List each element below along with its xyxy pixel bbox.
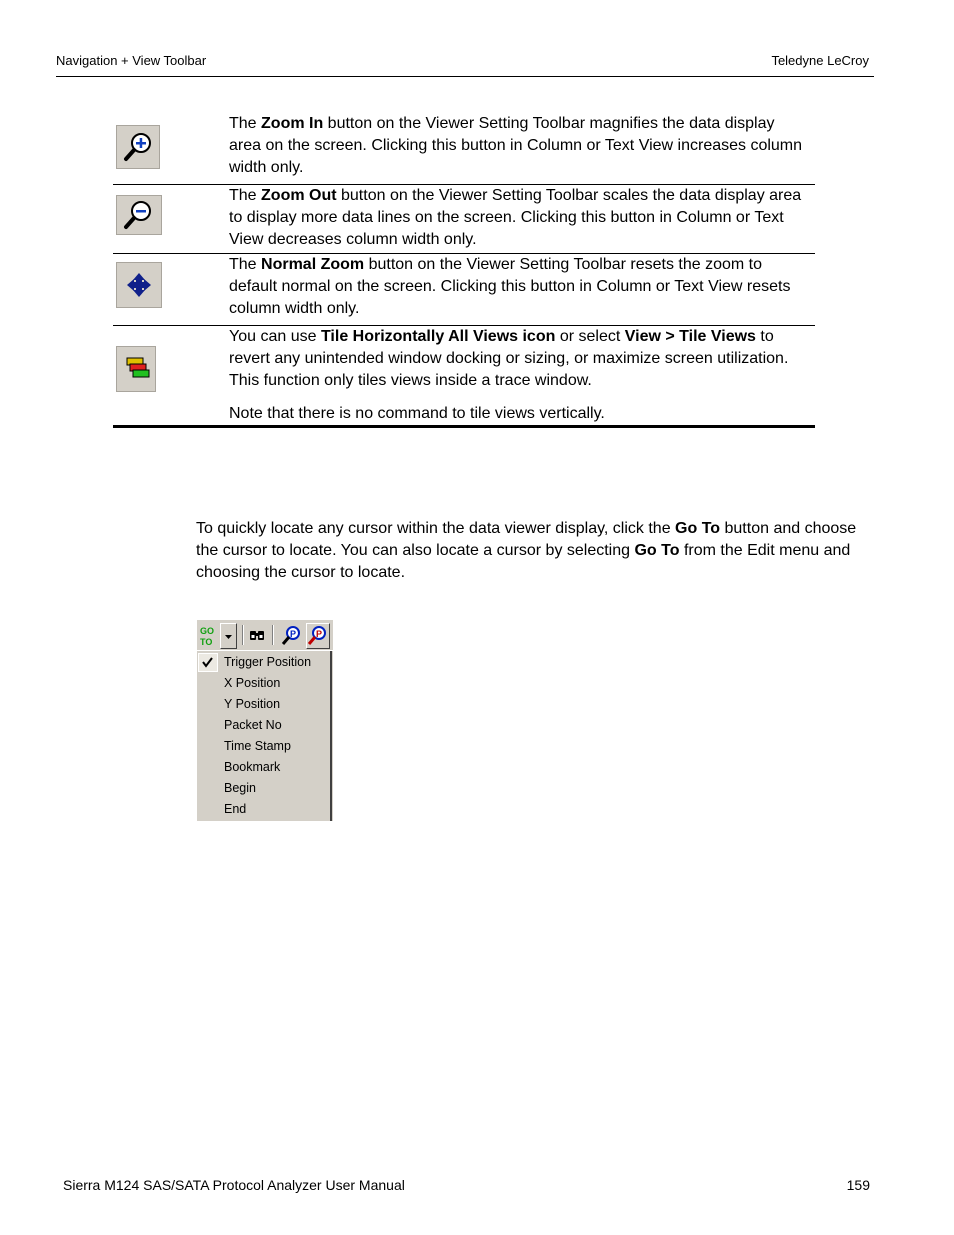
menu-item-x-position[interactable]: X Position bbox=[224, 676, 281, 690]
dropdown-arrow-icon[interactable] bbox=[220, 623, 237, 649]
zoom-in-description: The Zoom In button on the Viewer Setting Toolbar magnifies the data display area on the screen. Clicking this button in Column or Text View increases column width only. bbox=[229, 115, 803, 176]
goto-text-to: TO bbox=[200, 637, 213, 647]
svg-text:P: P bbox=[290, 629, 297, 639]
goto-icon[interactable] bbox=[198, 623, 218, 649]
svg-text:P: P bbox=[316, 629, 323, 639]
goto-text-go: GO bbox=[200, 626, 215, 636]
tile-note: Note that there is no command to tile views vertically. bbox=[229, 405, 605, 422]
menu-item-bookmark[interactable]: Bookmark bbox=[224, 760, 281, 774]
running-header-section: Navigation + View Toolbar bbox=[56, 53, 207, 68]
footer-manual-title: Sierra M124 SAS/SATA Protocol Analyzer User Manual bbox=[63, 1177, 405, 1193]
menu-item-packet-no[interactable]: Packet No bbox=[224, 718, 282, 732]
find-next-icon[interactable] bbox=[280, 623, 302, 649]
find-prev-icon[interactable] bbox=[306, 623, 330, 649]
zoom-out-description: The Zoom Out button on the Viewer Setting Toolbar scales the data display area to display more data lines on the screen. Clicking this button in Column or Text View decreases column width only. bbox=[229, 187, 802, 248]
goto-menu-screenshot bbox=[197, 620, 333, 821]
zoom-in-icon bbox=[116, 125, 160, 169]
menu-item-begin[interactable]: Begin bbox=[224, 781, 256, 795]
tile-horizontally-description: You can use Tile Horizontally All Views icon or select View > Tile Views to revert any unintended window docking or sizing, or maximize screen utilization. This function only tiles views inside a trace window. Note that there is no command to tile views vertically. bbox=[229, 326, 815, 425]
binoculars-find-icon[interactable] bbox=[247, 623, 267, 649]
header-divider bbox=[56, 76, 874, 77]
check-icon bbox=[198, 653, 218, 672]
goto-dropdown-menu bbox=[197, 651, 332, 821]
menu-item-time-stamp[interactable]: Time Stamp bbox=[224, 739, 291, 753]
normal-zoom-icon bbox=[116, 262, 162, 308]
toolbar-icon-table bbox=[113, 111, 815, 428]
goto-toolbar bbox=[197, 620, 333, 651]
page-number: 159 bbox=[846, 1177, 870, 1193]
toolbar-separator bbox=[242, 625, 244, 645]
toolbar-separator bbox=[272, 625, 274, 645]
table-row-zoom-out bbox=[113, 185, 815, 254]
running-header-company: Teledyne LeCroy bbox=[771, 53, 869, 68]
menu-item-trigger-position[interactable]: Trigger Position bbox=[224, 655, 312, 669]
menu-check-column bbox=[197, 651, 217, 821]
menu-item-end[interactable]: End bbox=[224, 802, 247, 816]
zoom-out-icon bbox=[116, 195, 162, 235]
goto-paragraph: To quickly locate any cursor within the data viewer display, click the Go To button and choose the cursor to locate. You can also locate a cursor by selecting Go To from the Edit menu and choosing the cursor to locate. bbox=[196, 520, 857, 581]
table-row-zoom-in bbox=[113, 111, 815, 185]
menu-item-y-position[interactable]: Y Position bbox=[224, 697, 281, 711]
tile-horizontally-icon bbox=[116, 346, 156, 392]
table-row-normal-zoom bbox=[113, 254, 815, 326]
normal-zoom-description: The Normal Zoom button on the Viewer Setting Toolbar resets the zoom to default normal on the screen. Clicking this button in Column or Text View resets column width only. bbox=[229, 256, 791, 317]
table-row-tile-horizontally bbox=[113, 326, 815, 428]
